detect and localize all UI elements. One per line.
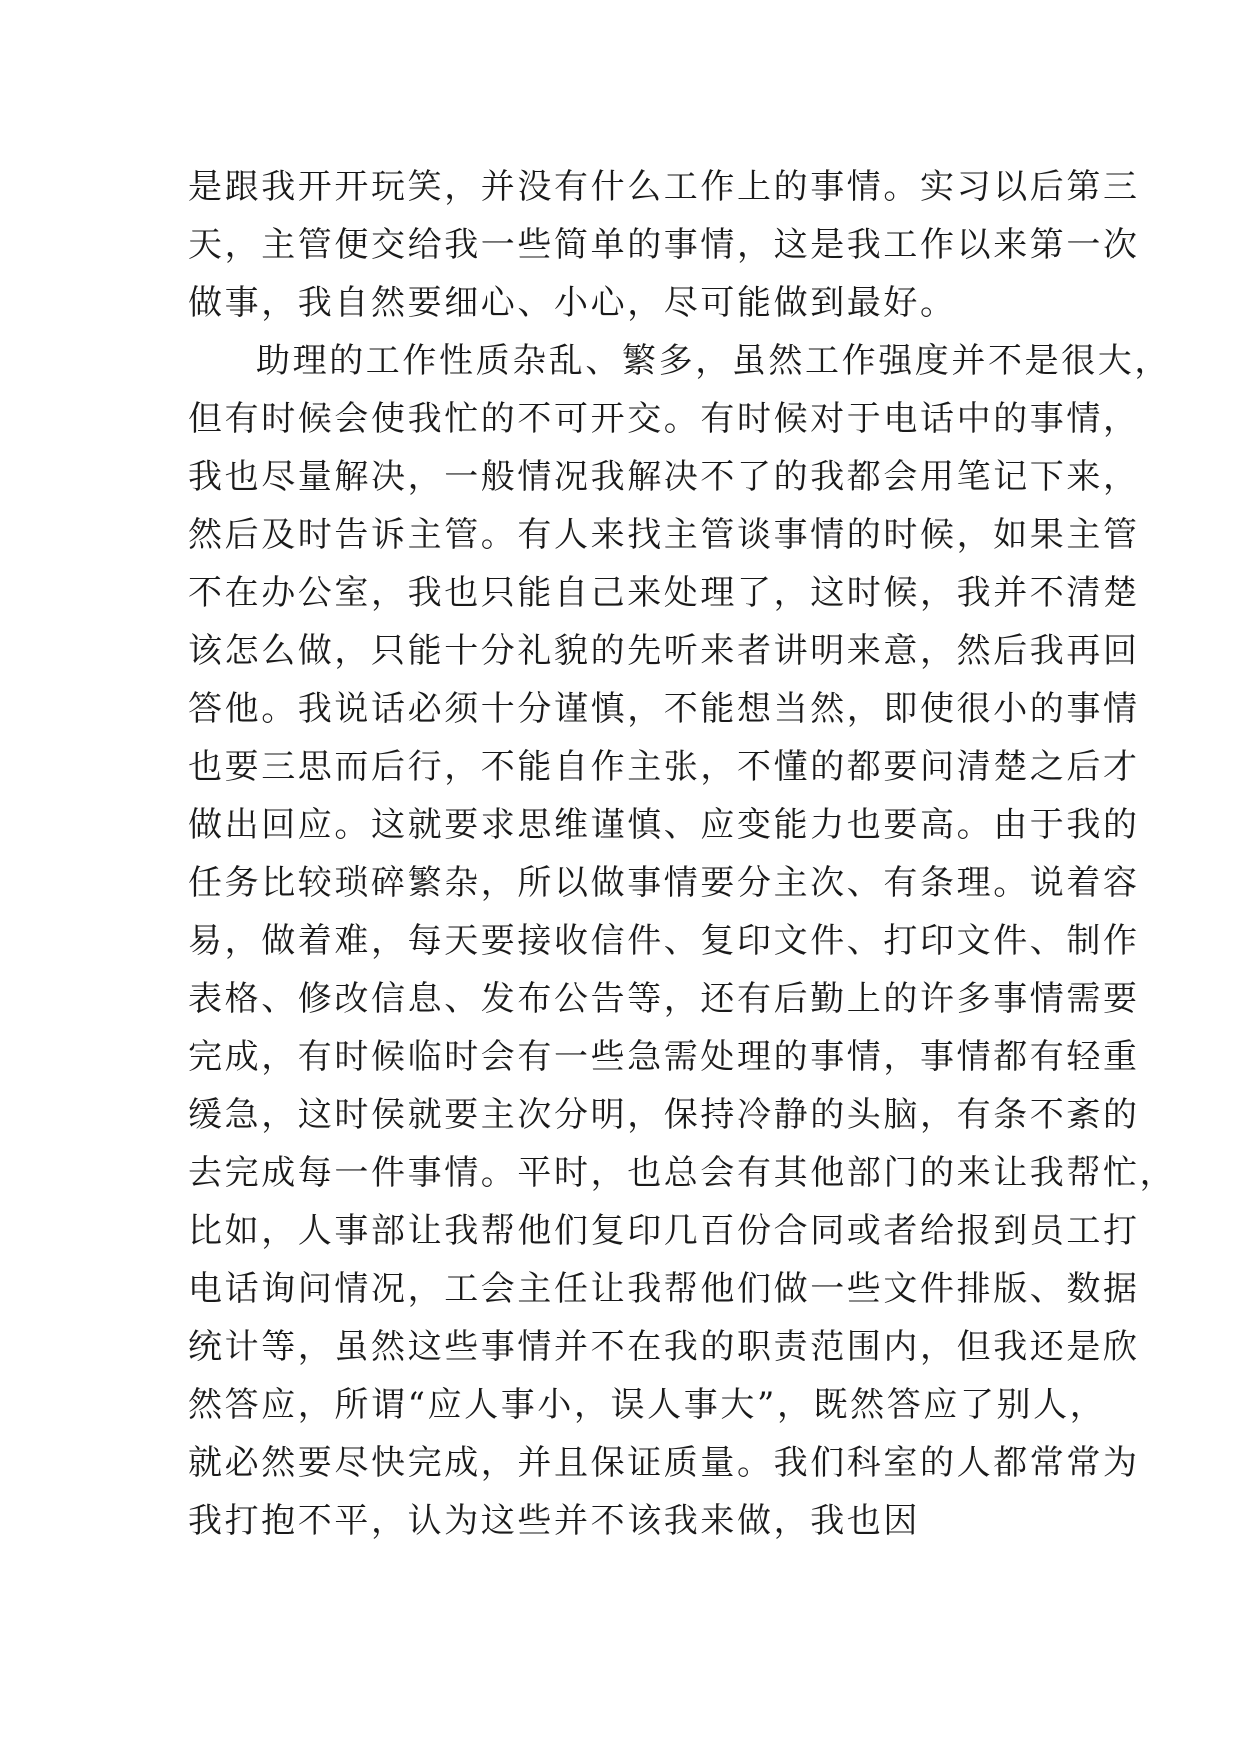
text-line: 电话询问情况，工会主任让我帮他们做一些文件排版、数据: [188, 1269, 1140, 1309]
text-line: 去完成每一件事情。平时，也总会有其他部门的来让我帮忙，: [188, 1153, 1177, 1193]
text-line: 但有时候会使我忙的不可开交。有时候对于电话中的事情，: [188, 399, 1140, 439]
text-line: 天，主管便交给我一些简单的事情，这是我工作以来第一次: [188, 225, 1140, 265]
text-line: 是跟我开开玩笑，并没有什么工作上的事情。实习以后第三: [188, 167, 1140, 207]
text-line: 做事，我自然要细心、小心，尽可能做到最好。: [188, 283, 957, 323]
text-line: 统计等，虽然这些事情并不在我的职责范围内，但我还是欣: [188, 1327, 1140, 1367]
text-line: 该怎么做，只能十分礼貌的先听来者讲明来意，然后我再回: [188, 631, 1140, 671]
paragraph-1: [188, 158, 1140, 332]
text-line: 我也尽量解决，一般情况我解决不了的我都会用笔记下来，: [188, 457, 1140, 497]
text-line: 任务比较琐碎繁杂，所以做事情要分主次、有条理。说着容: [188, 863, 1140, 903]
paragraph-2: [188, 332, 1177, 1550]
text-line: 比如，人事部让我帮他们复印几百份合同或者给报到员工打: [188, 1211, 1140, 1251]
text-line: 易，做着难，每天要接收信件、复印文件、打印文件、制作: [188, 921, 1140, 961]
text-line: 然后及时告诉主管。有人来找主管谈事情的时候，如果主管: [188, 515, 1140, 555]
text-line: 缓急，这时侯就要主次分明，保持冷静的头脑，有条不紊的: [188, 1095, 1140, 1135]
text-line: 完成，有时候临时会有一些急需处理的事情，事情都有轻重: [188, 1037, 1140, 1077]
text-line: 表格、修改信息、发布公告等，还有后勤上的许多事情需要: [188, 979, 1140, 1019]
text-line: 答他。我说话必须十分谨慎，不能想当然，即使很小的事情: [188, 689, 1140, 729]
text-line: 然答应，所谓“应人事小，误人事大”，既然答应了别人，: [188, 1385, 1107, 1425]
text-line: 也要三思而后行，不能自作主张，不懂的都要问清楚之后才: [188, 747, 1140, 787]
text-line: 不在办公室，我也只能自己来处理了，这时候，我并不清楚: [188, 573, 1140, 613]
text-line: 我打抱不平，认为这些并不该我来做，我也因: [188, 1501, 920, 1541]
text-line: 助理的工作性质杂乱、繁多，虽然工作强度并不是很大，: [256, 341, 1171, 381]
body-text: [188, 158, 1177, 1550]
text-line: 做出回应。这就要求思维谨慎、应变能力也要高。由于我的: [188, 805, 1140, 845]
text-line: 就必然要尽快完成，并且保证质量。我们科室的人都常常为: [188, 1443, 1140, 1483]
